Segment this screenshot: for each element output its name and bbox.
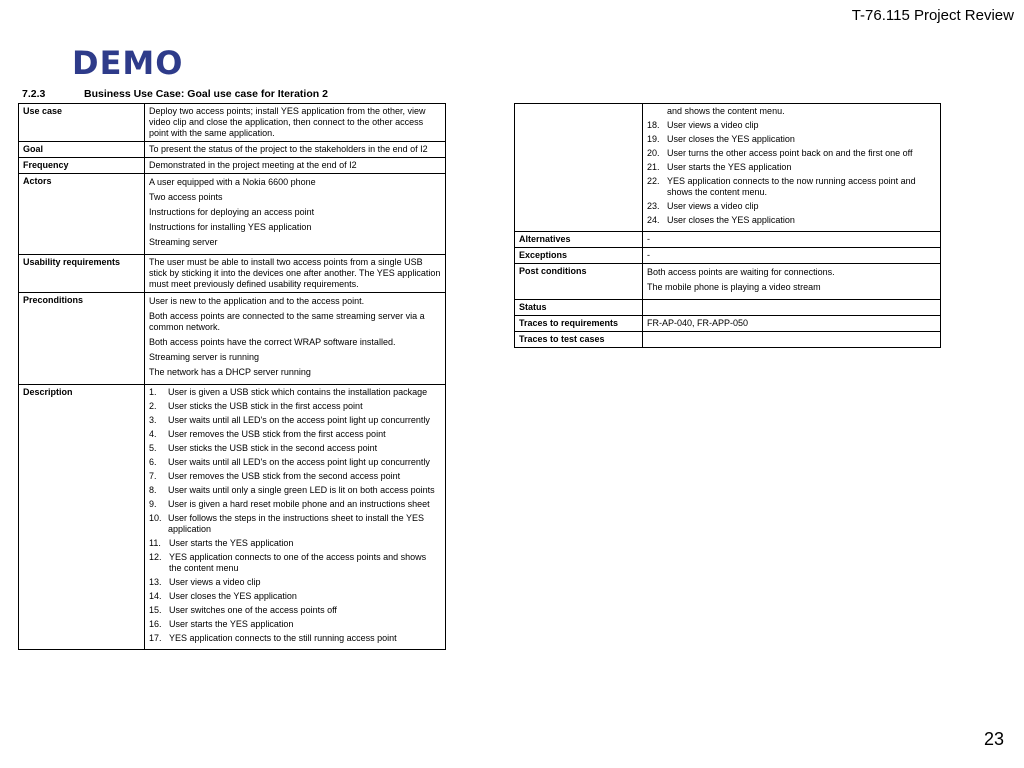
step-item: 5. User sticks the USB stick in the second access point [149,443,378,453]
table-row-use-case [19,104,446,142]
section-number: 7.2.3 [22,88,46,100]
row-value-goal: To present the status of the project to the stakeholders in the end of I2 [145,142,446,158]
row-label-post-conditions: Post conditions [515,264,643,300]
step-item: 8. User waits until only a single green LED is lit on both access points [149,485,435,495]
row-value-traces-requirements: FR-AP-040, FR-APP-050 [643,316,941,332]
step-item: 6. User waits until all LED's on the access point light up concurrently [149,457,430,467]
post-condition-line: Both access points are waiting for connections. [647,267,835,277]
precondition-line: User is new to the application and to the access point. [149,296,365,306]
precondition-line: The network has a DHCP server running [149,367,311,377]
section-title: Business Use Case: Goal use case for Iteration 2 [84,88,328,100]
step-item: 19. User closes the YES application [647,134,795,144]
description-steps [149,387,441,535]
row-label-description: Description [19,385,145,650]
actor-line: Two access points [149,192,223,202]
step-item: 7. User removes the USB stick from the second access point [149,471,401,481]
precondition-line: Both access points are connected to the same streaming server via a common network. [149,311,425,332]
post-condition-line: The mobile phone is playing a video stream [647,282,821,292]
step-item: 2. User sticks the USB stick in the first access point [149,401,363,411]
row-label-empty [515,104,643,232]
row-value-description-continued [643,104,941,232]
step-item: 9. User is given a hard reset mobile phone and an instructions sheet [149,499,430,509]
row-label-actors: Actors [19,174,145,255]
row-label-frequency: Frequency [19,158,145,174]
row-label-traces-requirements: Traces to requirements [515,316,643,332]
table-row-traces-test-cases [515,332,941,348]
description-steps-continued [149,538,441,644]
row-label-alternatives: Alternatives [515,232,643,248]
step-item: 14. User closes the YES application [149,591,297,601]
row-value-description [145,385,446,650]
table-row-goal [19,142,446,158]
use-case-table-left [18,103,446,650]
row-value-frequency: Demonstrated in the project meeting at the end of I2 [145,158,446,174]
table-row-traces-requirements [515,316,941,332]
slide-title: DEMO [72,44,184,82]
step-item: 3. User waits until all LED's on the access point light up concurrently [149,415,430,425]
step-item: 23. User views a video clip [647,201,759,211]
table-row-status [515,300,941,316]
page-number: 23 [983,729,1004,749]
step-item: 11. User starts the YES application [149,538,294,548]
row-label-usability: Usability requirements [19,255,145,293]
actor-line: Streaming server [149,237,218,247]
table-row-exceptions [515,248,941,264]
row-value-actors [145,174,446,255]
row-label-traces-test-cases: Traces to test cases [515,332,643,348]
precondition-line: Both access points have the correct WRAP software installed. [149,337,396,347]
row-label-goal: Goal [19,142,145,158]
presentation-header-title: T-76.115 Project Review [851,7,1014,24]
actor-line: Instructions for installing YES application [149,222,312,232]
actor-line: Instructions for deploying an access point [149,207,315,217]
row-label-preconditions: Preconditions [19,293,145,385]
row-value-usability: The user must be able to install two access points from a single USB stick by sticking it into the devices one after another. The YES application must meet previously defined usability requirements. [145,255,446,293]
row-label-status: Status [515,300,643,316]
table-row-usability [19,255,446,293]
step-item: 24. User closes the YES application [647,215,795,225]
row-value-status [643,300,941,316]
description-steps-right [647,120,936,226]
table-row-preconditions [19,293,446,385]
step-item: 16. User starts the YES application [149,619,294,629]
row-value-exceptions: - [643,248,941,264]
use-case-table-right [514,103,941,348]
step-item: 12. YES application connects to one of the access points and shows the content menu [149,552,427,573]
step-item: 18. User views a video clip [647,120,759,130]
table-row-frequency [19,158,446,174]
row-value-traces-test-cases [643,332,941,348]
row-value-post-conditions [643,264,941,300]
row-label-use-case: Use case [19,104,145,142]
step-item: 13. User views a video clip [149,577,261,587]
row-label-exceptions: Exceptions [515,248,643,264]
step-item: 10. User follows the steps in the instructions sheet to install the YES application [149,513,424,534]
row-value-preconditions [145,293,446,385]
step-item: 17. YES application connects to the still running access point [149,633,397,643]
actor-line: A user equipped with a Nokia 6600 phone [149,177,316,187]
precondition-line: Streaming server is running [149,352,260,362]
table-row-description-continued [515,104,941,232]
step-item: 15. User switches one of the access points off [149,605,337,615]
step-item: 22. YES application connects to the now running access point and shows the content menu. [647,176,916,197]
table-row-alternatives [515,232,941,248]
step-item: 4. User removes the USB stick from the first access point [149,429,386,439]
row-value-alternatives: - [643,232,941,248]
table-row-post-conditions [515,264,941,300]
continued-line: and shows the content menu. [667,106,785,116]
step-item: 21. User starts the YES application [647,162,792,172]
table-row-actors [19,174,446,255]
row-value-use-case: Deploy two access points; install YES application from the other, view video clip and close the application, then connect to the other access point with the same application. [145,104,446,142]
step-item: 1. User is given a USB stick which contains the installation package [149,387,428,397]
section-heading [22,88,328,100]
table-row-description [19,385,446,650]
step-item: 20. User turns the other access point back on and the first one off [647,148,913,158]
